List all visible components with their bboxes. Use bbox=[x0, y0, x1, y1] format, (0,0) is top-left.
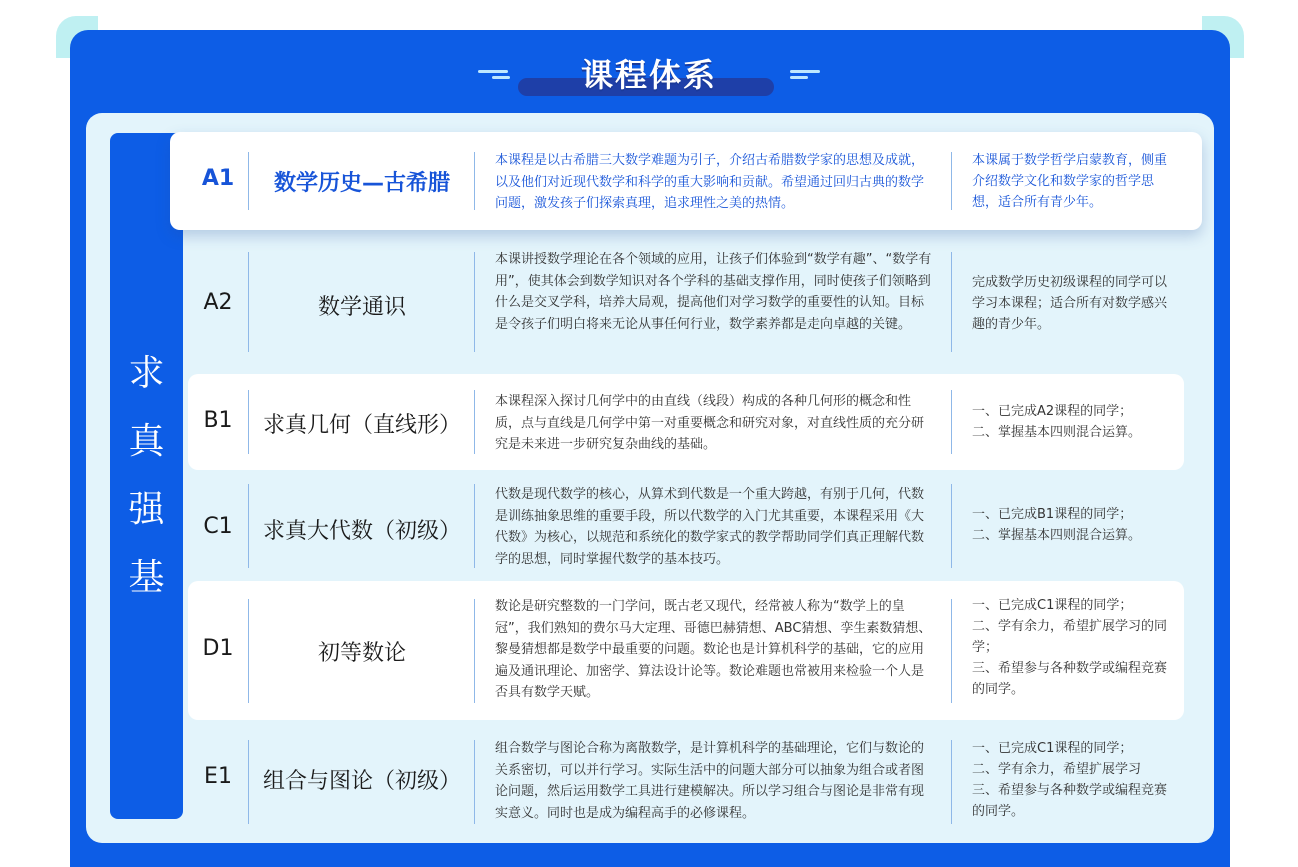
divider bbox=[474, 152, 475, 210]
divider bbox=[951, 740, 952, 824]
divider bbox=[474, 484, 475, 568]
divider bbox=[951, 484, 952, 568]
divider bbox=[474, 390, 475, 454]
course-name: 组合与图论（初级） bbox=[262, 769, 461, 794]
sidebar-char: 基 bbox=[128, 557, 165, 598]
course-row-b1[interactable] bbox=[188, 374, 1184, 470]
course-name: 求真大代数（初级） bbox=[262, 519, 461, 544]
page-title: 课程体系 bbox=[580, 56, 717, 94]
sidebar-char: 强 bbox=[128, 489, 165, 530]
course-requirement: 一、已完成A2课程的同学； 二、掌握基本四则混合运算。 bbox=[972, 404, 1142, 440]
course-description: 组合数学与图论合称为离散数学，是计算机科学的基础理论，它们与数论的关系密切，可以并行学习。实际生活中的问题大部分可以抽象为组合或者图论问题，然后运用数学工具进行建模解决。所以学习组合与图论是非常有现实意义。同时也是成为编程高手的必修课程。 bbox=[495, 741, 925, 821]
divider bbox=[474, 599, 475, 703]
course-code: A2 bbox=[203, 290, 233, 315]
course-row-d1[interactable] bbox=[188, 581, 1184, 720]
course-name: 数学历史—古希腊 bbox=[273, 171, 450, 196]
course-row-c1[interactable] bbox=[188, 482, 1184, 572]
course-description: 本课讲授数学理论在各个领域的应用，让孩子们体验到“数学有趣”、“数学有用”，使其体会到数学知识对各个学科的基础支撑作用，同时使孩子们领略到什么是交叉学科，培养大局观，提高他们对学习数学的重要性的认知。目标是令孩子们明白将来无论从事任何行业，数学素养都是走向卓越的关键。 bbox=[495, 252, 932, 332]
course-code: A1 bbox=[201, 166, 235, 191]
divider bbox=[474, 740, 475, 824]
course-name: 数学通识 bbox=[317, 295, 406, 320]
sidebar-label bbox=[110, 133, 183, 819]
course-row-a1[interactable] bbox=[170, 132, 1202, 230]
course-name: 求真几何（直线形） bbox=[262, 413, 461, 438]
course-description: 本课程深入探讨几何学中的由直线（线段）构成的各种几何形的概念和性质，点与直线是几何学中第一对重要概念和研究对象，对直线性质的充分研究是未来进一步研究复杂曲线的基础。 bbox=[495, 394, 925, 452]
course-name: 初等数论 bbox=[317, 641, 406, 666]
course-requirement: 一、已完成C1课程的同学； 二、学有余力，希望扩展学习的同学； 三、希望参与各种数学或编程竞赛的同学。 bbox=[972, 598, 1168, 697]
course-code: B1 bbox=[203, 408, 233, 433]
divider bbox=[951, 599, 952, 703]
course-description: 代数是现代数学的核心，从算术到代数是一个重大跨越，有别于几何，代数是训练抽象思维的重要手段，所以代数学的入门尤其重要，本课程采用《大代数》为核心，以规范和系统化的数学家式的教学帮助同学们真正理解代数学的思想，同时掌握代数学的基本技巧。 bbox=[495, 487, 925, 567]
course-requirement: 一、已完成C1课程的同学； 二、学有余力，希望扩展学习 三、希望参与各种数学或编程竞赛的同学。 bbox=[972, 741, 1168, 819]
sidebar-char: 真 bbox=[128, 421, 165, 462]
divider bbox=[951, 252, 952, 352]
sidebar-char: 求 bbox=[128, 353, 165, 394]
divider bbox=[951, 152, 952, 210]
course-code: D1 bbox=[202, 636, 234, 661]
course-requirement: 本课属于数学哲学启蒙教育，侧重介绍数学文化和数学家的哲学思想，适合所有青少年。 bbox=[972, 153, 1168, 210]
course-code: C1 bbox=[203, 514, 233, 539]
course-requirement: 完成数学历史初级课程的同学可以学习本课程；适合所有对数学感兴趣的青少年。 bbox=[972, 275, 1168, 332]
course-description: 本课程是以古希腊三大数学难题为引子，介绍古希腊数学家的思想及成就，以及他们对近现代数学和科学的重大影响和贡献。希望通过回归古典的数学问题，激发孩子们探索真理，追求理性之美的热情。 bbox=[495, 153, 925, 211]
course-row-a2[interactable] bbox=[188, 248, 1184, 358]
course-description: 数论是研究整数的一门学问，既古老又现代，经常被人称为“数学上的皇冠”，我们熟知的费尔马大定理、哥德巴赫猜想、ABC猜想、孪生素数猜想、黎曼猜想都是数学中最重要的问题。数论也是计算机科学的基础，它的应用遍及通讯理论、加密学、算法设计论等。数论难题也常被用来检验一个人是否具有数学天赋。 bbox=[495, 599, 932, 700]
course-requirement: 一、已完成B1课程的同学； 二、掌握基本四则混合运算。 bbox=[972, 507, 1142, 543]
divider bbox=[474, 252, 475, 352]
course-code: E1 bbox=[204, 764, 232, 789]
course-row-e1[interactable] bbox=[188, 736, 1184, 828]
divider bbox=[951, 390, 952, 454]
